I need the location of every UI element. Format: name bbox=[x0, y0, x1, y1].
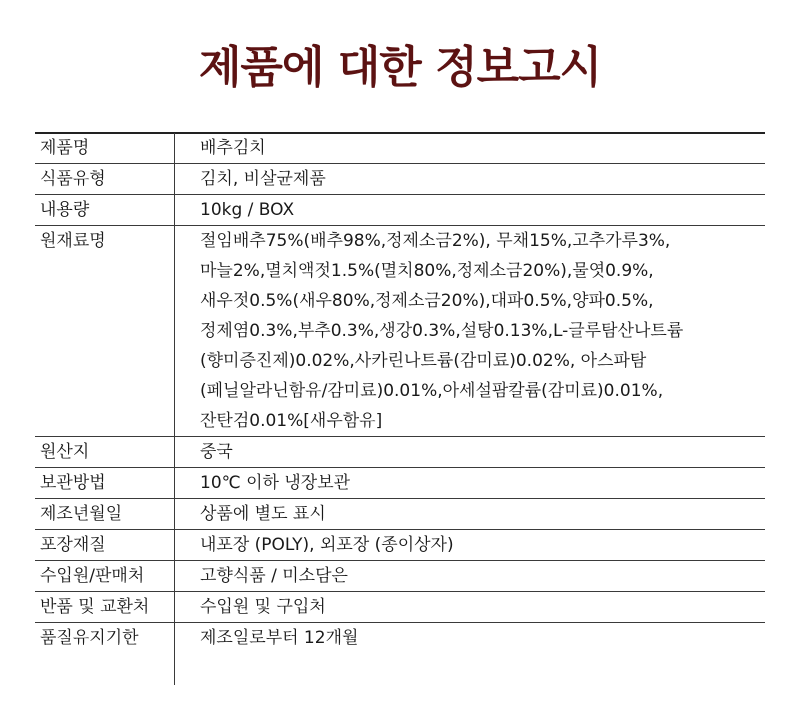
row-label: 포장재질 bbox=[40, 535, 106, 555]
table-row-returns bbox=[35, 592, 765, 623]
row-label: 품질유지기한 bbox=[40, 628, 139, 648]
row-value bbox=[200, 623, 765, 653]
table-row-ingredients bbox=[35, 226, 765, 437]
row-value bbox=[200, 437, 765, 467]
row-label: 식품유형 bbox=[40, 169, 106, 189]
row-label: 수입원/판매처 bbox=[40, 566, 145, 586]
table-row-manufacture-date bbox=[35, 499, 765, 530]
row-label: 원산지 bbox=[40, 442, 90, 462]
row-value bbox=[200, 226, 765, 436]
row-value bbox=[200, 530, 765, 560]
table-row-capacity bbox=[35, 195, 765, 226]
table-row-product-name bbox=[35, 133, 765, 164]
table-row-origin bbox=[35, 437, 765, 468]
column-divider bbox=[174, 133, 175, 685]
row-value bbox=[200, 133, 765, 163]
row-value bbox=[200, 592, 765, 622]
row-label: 제조년월일 bbox=[40, 504, 123, 524]
value-line: 절임배추75%(배추98%,정제소금2%), 무채15%,고추가루3%, bbox=[200, 231, 671, 251]
value-line: 김치, 비살균제품 bbox=[200, 169, 326, 189]
value-line: (향미증진제)0.02%,사카린나트륨(감미료)0.02%, 아스파탐 bbox=[200, 351, 647, 371]
value-line: 제조일로부터 12개월 bbox=[200, 628, 359, 648]
row-value bbox=[200, 164, 765, 194]
table-row-shelf-life bbox=[35, 623, 765, 653]
value-line: 10℃ 이하 냉장보관 bbox=[200, 473, 351, 493]
value-line: 마늘2%,멸치액젓1.5%(멸치80%,정제소금20%),물엿0.9%, bbox=[200, 261, 654, 281]
value-line: 10kg / BOX bbox=[200, 200, 295, 220]
row-value bbox=[200, 468, 765, 498]
row-value bbox=[200, 561, 765, 591]
value-line: 상품에 별도 표시 bbox=[200, 504, 326, 524]
table-row-importer-seller bbox=[35, 561, 765, 592]
value-line: 새우젓0.5%(새우80%,정제소금20%),대파0.5%,양파0.5%, bbox=[200, 291, 654, 311]
page-title: 제품에 대한 정보고시 bbox=[198, 42, 602, 93]
row-label: 보관방법 bbox=[40, 473, 106, 493]
row-label: 반품 및 교환처 bbox=[40, 597, 150, 617]
value-line: 수입원 및 구입처 bbox=[200, 597, 326, 617]
value-line: 잔탄검0.01%[새우함유] bbox=[200, 411, 383, 431]
value-line: 정제염0.3%,부추0.3%,생강0.3%,설탕0.13%,L-글루탐산나트륨 bbox=[200, 321, 684, 341]
row-label: 원재료명 bbox=[40, 231, 106, 251]
value-line: 내포장 (POLY), 외포장 (종이상자) bbox=[200, 535, 454, 555]
value-line: 고향식품 / 미소담은 bbox=[200, 566, 348, 586]
table-row-storage bbox=[35, 468, 765, 499]
value-line: (페닐알라닌함유/감미료)0.01%,아세설팜칼륨(감미료)0.01%, bbox=[200, 381, 664, 401]
value-line: 중국 bbox=[200, 442, 233, 462]
row-value bbox=[200, 499, 765, 529]
row-label: 내용량 bbox=[40, 200, 90, 220]
row-label: 제품명 bbox=[40, 138, 90, 158]
table-row-packaging bbox=[35, 530, 765, 561]
table-row-food-type bbox=[35, 164, 765, 195]
row-value bbox=[200, 195, 765, 225]
value-line: 배추김치 bbox=[200, 138, 266, 158]
product-info-table bbox=[35, 133, 765, 653]
